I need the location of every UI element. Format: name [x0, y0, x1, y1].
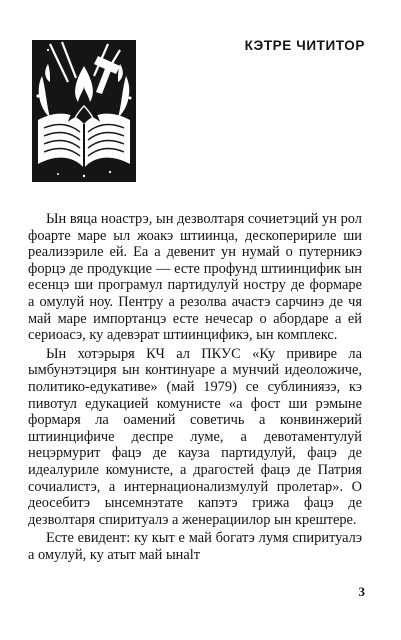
- body-text: [28, 211, 362, 565]
- page-number: 3: [358, 584, 365, 599]
- paragraph: Есте евидент: ку кыт е май богатэ лумя спиритуалэ а омулуй, ку атыт май ынalт: [28, 530, 362, 563]
- paragraph: Ын хотэрыря КЧ ал ПКУС «Ку привире ла ымбунэтэциря ын континуаре а мунчий идеоложиче, политико-едукативе» (май 1979) се сублиниязэ, кэ пивотул едукацией комунисте «а фост ши рэмыне формаря ла оамений советичь а конвинжерий штиинцифиче деспре луме, а девотаментулуй нецэрмурит фацэ де кауза партидулуй, фацэ де идеалуриле комунисте, а драгостей фацэ де Патрия сочиалистэ, а интернационализмулуй пролетар». О деосебитэ ынсемнэтате капэтэ грижа фацэ де дезволтаря спиритуалэ а женерациилор ын крештере.: [28, 345, 362, 528]
- paragraph: Ын вяца ноастрэ, ын дезволтаря сочиетэций ун рол фоарте маре ыл жоакэ штиинца, дескоперириле ши реализэриле ей. Еа а девенит ун нумай о путерникэ форцэ де продукцие — есте профунд штиинцифик ын есенцэ ши програмул партидулуй ностру де формаре а омулуй ноу. Пентру а резолва ачастэ сарчинэ де чя май маре импортанцэ есте нечесар о абордаре а ей сериоасэ, ку адевэрат штиинцификэ, ын комплекс.: [28, 211, 362, 344]
- book-emblem-illustration: [28, 36, 140, 186]
- page-heading: КЭТРЕ ЧИТИТОР: [244, 38, 365, 53]
